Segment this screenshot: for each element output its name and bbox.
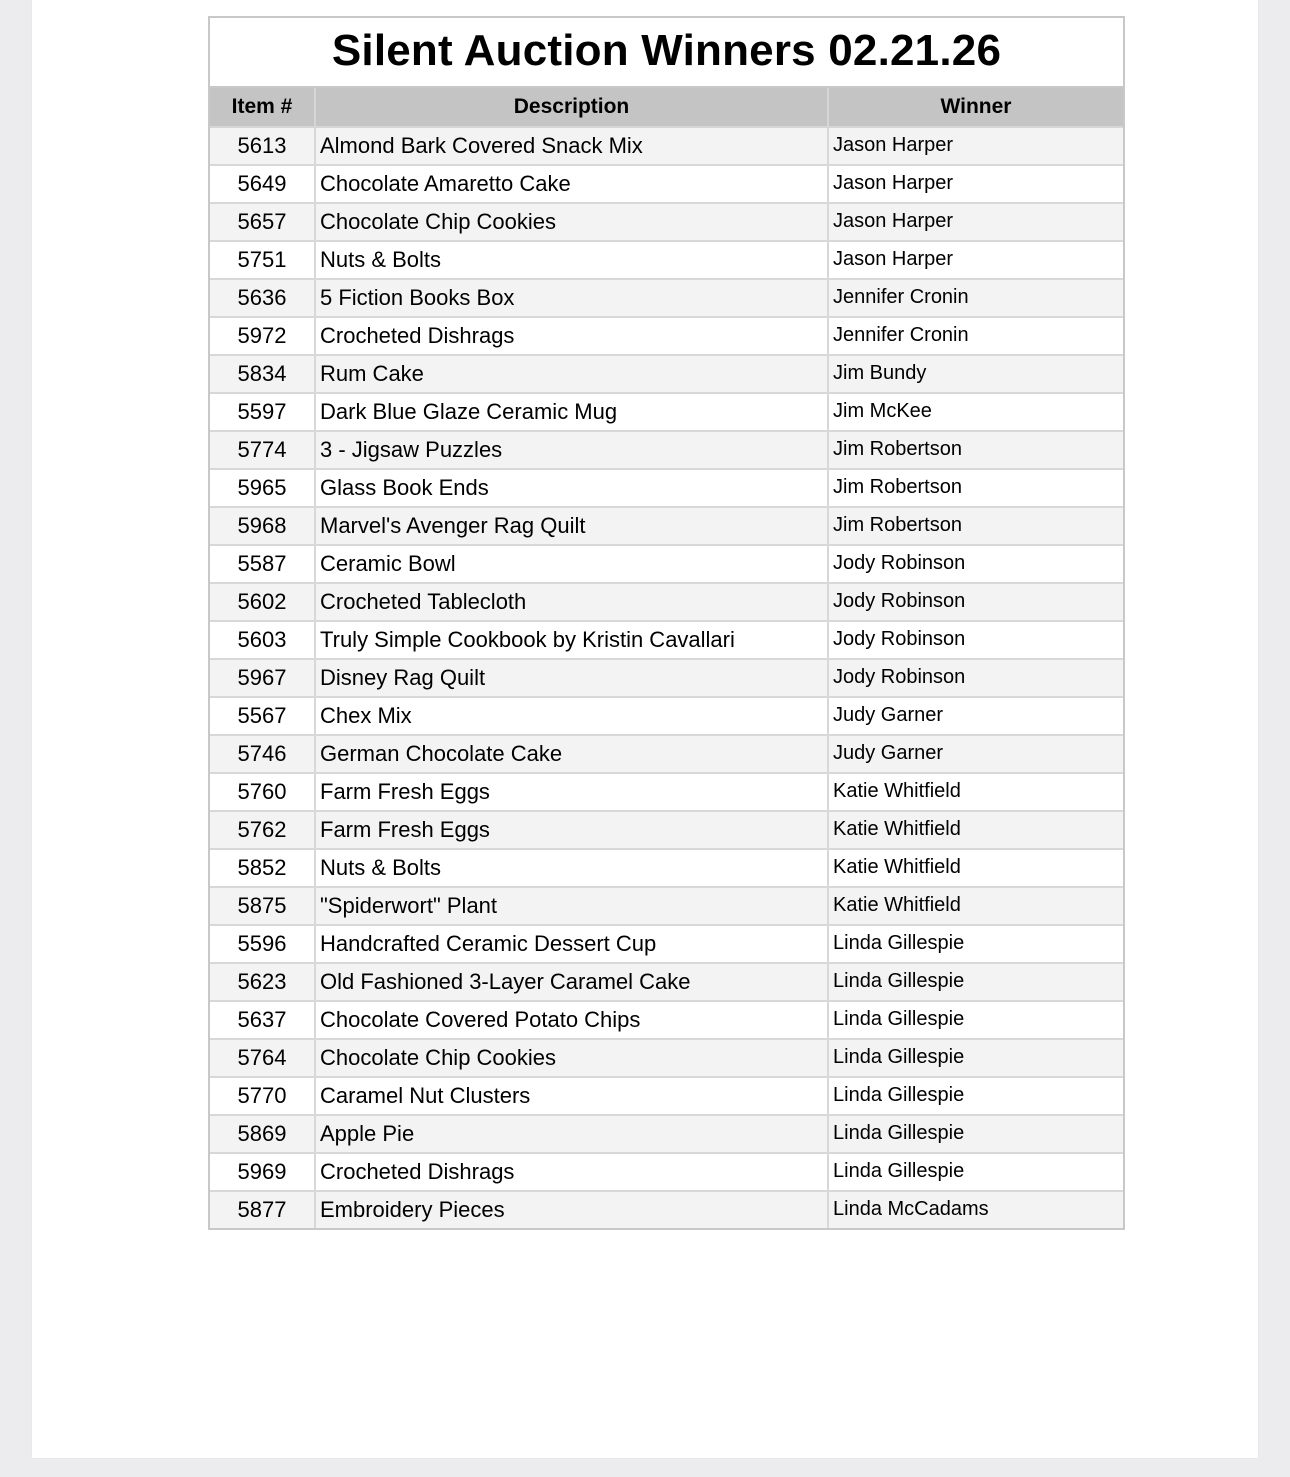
table-row (210, 545, 1123, 583)
table-row (210, 887, 1123, 925)
winner-cell: Jody Robinson (828, 659, 1123, 697)
item-number-cell: 5972 (210, 317, 315, 355)
description-cell: Farm Fresh Eggs (315, 811, 828, 849)
description-cell: Dark Blue Glaze Ceramic Mug (315, 393, 828, 431)
item-number-cell: 5969 (210, 1153, 315, 1191)
page-title: Silent Auction Winners 02.21.26 (210, 18, 1123, 88)
item-number-cell: 5657 (210, 203, 315, 241)
item-number-cell: 5623 (210, 963, 315, 1001)
table-row (210, 659, 1123, 697)
table-row (210, 1153, 1123, 1191)
item-number-cell: 5596 (210, 925, 315, 963)
header-row (210, 88, 1123, 127)
winner-cell: Linda Gillespie (828, 1115, 1123, 1153)
winner-cell: Linda Gillespie (828, 925, 1123, 963)
item-number-cell: 5875 (210, 887, 315, 925)
table-row (210, 735, 1123, 773)
description-cell: Marvel's Avenger Rag Quilt (315, 507, 828, 545)
header-item-number: Item # (210, 88, 315, 127)
item-number-cell: 5746 (210, 735, 315, 773)
winner-cell: Linda Gillespie (828, 1039, 1123, 1077)
winner-cell: Linda McCadams (828, 1191, 1123, 1228)
description-cell: 5 Fiction Books Box (315, 279, 828, 317)
description-cell: Ceramic Bowl (315, 545, 828, 583)
winner-cell: Judy Garner (828, 697, 1123, 735)
item-number-cell: 5760 (210, 773, 315, 811)
winners-table (210, 88, 1123, 1228)
description-cell: "Spiderwort" Plant (315, 887, 828, 925)
description-cell: Embroidery Pieces (315, 1191, 828, 1228)
table-row (210, 1039, 1123, 1077)
winner-cell: Linda Gillespie (828, 1077, 1123, 1115)
table-row (210, 317, 1123, 355)
table-row (210, 469, 1123, 507)
table-row (210, 165, 1123, 203)
table-row (210, 1001, 1123, 1039)
winner-cell: Linda Gillespie (828, 1153, 1123, 1191)
item-number-cell: 5603 (210, 621, 315, 659)
winner-cell: Jim Robertson (828, 431, 1123, 469)
winner-cell: Jennifer Cronin (828, 279, 1123, 317)
winner-cell: Jody Robinson (828, 621, 1123, 659)
table-row (210, 773, 1123, 811)
description-cell: Caramel Nut Clusters (315, 1077, 828, 1115)
description-cell: Old Fashioned 3-Layer Caramel Cake (315, 963, 828, 1001)
table-row (210, 1077, 1123, 1115)
item-number-cell: 5567 (210, 697, 315, 735)
item-number-cell: 5764 (210, 1039, 315, 1077)
description-cell: Disney Rag Quilt (315, 659, 828, 697)
description-cell: Rum Cake (315, 355, 828, 393)
winner-cell: Jason Harper (828, 203, 1123, 241)
item-number-cell: 5587 (210, 545, 315, 583)
item-number-cell: 5602 (210, 583, 315, 621)
winner-cell: Katie Whitfield (828, 887, 1123, 925)
winner-cell: Jason Harper (828, 165, 1123, 203)
table-row (210, 849, 1123, 887)
item-number-cell: 5877 (210, 1191, 315, 1228)
description-cell: Crocheted Tablecloth (315, 583, 828, 621)
item-number-cell: 5869 (210, 1115, 315, 1153)
item-number-cell: 5852 (210, 849, 315, 887)
table-row (210, 621, 1123, 659)
description-cell: Chocolate Amaretto Cake (315, 165, 828, 203)
winner-cell: Jody Robinson (828, 545, 1123, 583)
item-number-cell: 5637 (210, 1001, 315, 1039)
table-body (210, 127, 1123, 1228)
description-cell: Almond Bark Covered Snack Mix (315, 127, 828, 165)
table-row (210, 583, 1123, 621)
description-cell: Handcrafted Ceramic Dessert Cup (315, 925, 828, 963)
description-cell: Nuts & Bolts (315, 241, 828, 279)
item-number-cell: 5834 (210, 355, 315, 393)
description-cell: Chocolate Chip Cookies (315, 203, 828, 241)
description-cell: Farm Fresh Eggs (315, 773, 828, 811)
item-number-cell: 5967 (210, 659, 315, 697)
description-cell: Chocolate Covered Potato Chips (315, 1001, 828, 1039)
description-cell: Glass Book Ends (315, 469, 828, 507)
winner-cell: Jennifer Cronin (828, 317, 1123, 355)
winner-cell: Judy Garner (828, 735, 1123, 773)
winner-cell: Jim McKee (828, 393, 1123, 431)
table-row (210, 1191, 1123, 1228)
winner-cell: Jody Robinson (828, 583, 1123, 621)
item-number-cell: 5965 (210, 469, 315, 507)
table-row (210, 507, 1123, 545)
table-row (210, 925, 1123, 963)
item-number-cell: 5770 (210, 1077, 315, 1115)
item-number-cell: 5751 (210, 241, 315, 279)
table-row (210, 355, 1123, 393)
table-row (210, 203, 1123, 241)
table-row (210, 697, 1123, 735)
description-cell: German Chocolate Cake (315, 735, 828, 773)
table-row (210, 241, 1123, 279)
table-row (210, 393, 1123, 431)
description-cell: Apple Pie (315, 1115, 828, 1153)
winner-cell: Jason Harper (828, 241, 1123, 279)
winner-cell: Jason Harper (828, 127, 1123, 165)
item-number-cell: 5774 (210, 431, 315, 469)
description-cell: Crocheted Dishrags (315, 317, 828, 355)
description-cell: Chex Mix (315, 697, 828, 735)
table-row (210, 279, 1123, 317)
description-cell: Crocheted Dishrags (315, 1153, 828, 1191)
winner-cell: Katie Whitfield (828, 849, 1123, 887)
item-number-cell: 5597 (210, 393, 315, 431)
item-number-cell: 5762 (210, 811, 315, 849)
description-cell: Nuts & Bolts (315, 849, 828, 887)
table-row (210, 1115, 1123, 1153)
header-description: Description (315, 88, 828, 127)
winner-cell: Katie Whitfield (828, 773, 1123, 811)
item-number-cell: 5636 (210, 279, 315, 317)
auction-sheet (208, 16, 1125, 1230)
description-cell: Truly Simple Cookbook by Kristin Cavallari (315, 621, 828, 659)
winner-cell: Jim Bundy (828, 355, 1123, 393)
winner-cell: Jim Robertson (828, 507, 1123, 545)
table-row (210, 431, 1123, 469)
winner-cell: Linda Gillespie (828, 963, 1123, 1001)
item-number-cell: 5968 (210, 507, 315, 545)
winner-cell: Katie Whitfield (828, 811, 1123, 849)
item-number-cell: 5613 (210, 127, 315, 165)
winner-cell: Jim Robertson (828, 469, 1123, 507)
table-row (210, 811, 1123, 849)
document-page (32, 0, 1258, 1458)
header-winner: Winner (828, 88, 1123, 127)
description-cell: 3 - Jigsaw Puzzles (315, 431, 828, 469)
winner-cell: Linda Gillespie (828, 1001, 1123, 1039)
item-number-cell: 5649 (210, 165, 315, 203)
description-cell: Chocolate Chip Cookies (315, 1039, 828, 1077)
table-row (210, 127, 1123, 165)
table-row (210, 963, 1123, 1001)
